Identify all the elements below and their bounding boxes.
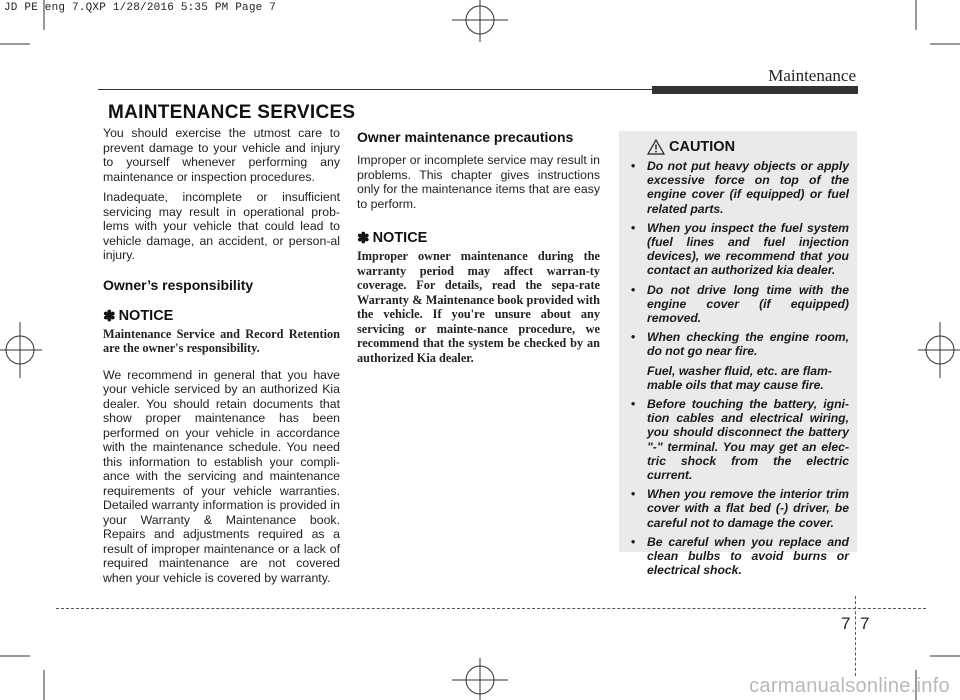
notice-text: Maintenance Service and Record Retention are the owner's responsibility. [103, 326, 340, 355]
owners-responsibility-heading: Owner’s responsibility [103, 276, 254, 293]
list-item-note: Fuel, washer fluid, etc. are flam-mable oils that may cause fire. [647, 363, 832, 392]
print-slug: JD PE eng 7.QXP 1/28/2016 5:35 PM Page 7 [4, 2, 277, 14]
caution-heading [647, 139, 849, 155]
notice-text: Improper owner maintenance during the warranty period may affect warran-ty coverage. For details, read the sepa-rate Warranty & Maintenance book provided with the vehicle. If you're unsure about any servicing or mainte-nance procedure, we recommend that the system be checked by an authorized Kia dealer. [357, 249, 600, 365]
owner-maintenance-precautions-heading: Owner maintenance precautions [357, 129, 574, 145]
page-number: 7 [860, 614, 870, 633]
watermark: carmanualsonline.info [749, 675, 950, 697]
caution-list [627, 159, 849, 577]
paragraph: You should exercise the utmost care to prevent damage to your vehicle and injury to yourself whenever performing any maintenance or inspection procedures. [103, 126, 340, 184]
warning-triangle-icon [647, 139, 665, 155]
caution-label: CAUTION [669, 139, 736, 155]
notice-heading [103, 307, 340, 325]
registration-mark-right [918, 322, 960, 378]
notice-icon: ✽ [103, 307, 116, 325]
list-item: • Be careful when you replace and clean bulbs to avoid burns or electrical shock. [631, 534, 849, 578]
left-column [103, 126, 340, 591]
caution-box [619, 131, 857, 578]
notice-icon: ✽ [357, 230, 370, 247]
list-item: • When you inspect the fuel system (fuel lines and fuel injection devices), we recommend that you contact an authorized kia dealer. [631, 220, 849, 278]
paragraph: Inadequate, incomplete or insufficient servicing may result in operational prob-lems with your vehicle that could lead to vehicle damage, an accident, or person-al injury. [103, 190, 340, 262]
notice-label: NOTICE [372, 230, 428, 246]
notice-label: NOTICE [118, 307, 174, 324]
list-item: • When checking the engine room, do not go near fire. Fuel, washer fluid, etc. are flam-mable oils that may cause fire. [631, 330, 849, 392]
header-rule [98, 89, 652, 90]
registration-mark-bottom [452, 658, 508, 700]
notice-heading [357, 229, 600, 247]
list-item: • When you remove the interior trim cover with a flat bed (-) driver, be careful not to damage the cover. [631, 487, 849, 530]
middle-column [357, 126, 600, 377]
list-item: • Do not put heavy objects or apply excessive force on top of the engine cover (if equipped) or fuel related parts. [631, 159, 849, 216]
list-item: • Do not drive long time with the engine cover (if equipped) removed. [631, 282, 849, 326]
header-bar [652, 86, 858, 94]
section-label: Maintenance [768, 66, 856, 85]
list-item: • Before touching the battery, igni-tion cables and electrical wiring, you should disconnect the battery "-" terminal. You may get an elec-tric shock from the electric current. [631, 397, 849, 483]
footer-rule [56, 608, 926, 609]
registration-mark-left [0, 322, 42, 378]
chapter-number: 7 [841, 614, 851, 633]
paragraph: Improper or incomplete service may result in problems. This chapter gives instructions only for the maintenance items that are easy to perform. [357, 153, 600, 211]
page-title: MAINTENANCE SERVICES [108, 102, 356, 123]
footer-divider [855, 596, 856, 676]
registration-mark-top [452, 0, 508, 42]
paragraph: We recommend in general that you have your vehicle serviced by an authorized Kia dealer. You should retain documents that show proper maintenance has been performed on your vehicle in accordance with the maintenance schedule. You need this information to establish your compli-ance with the servicing and maintenance requirements of your vehicle warranties. Detailed warranty information is provided in your Warranty & Maintenance book. Repairs and adjustments required as a result of improper maintenance or a lack of required maintenance are not covered when your vehicle is covered by warranty. [103, 367, 340, 585]
